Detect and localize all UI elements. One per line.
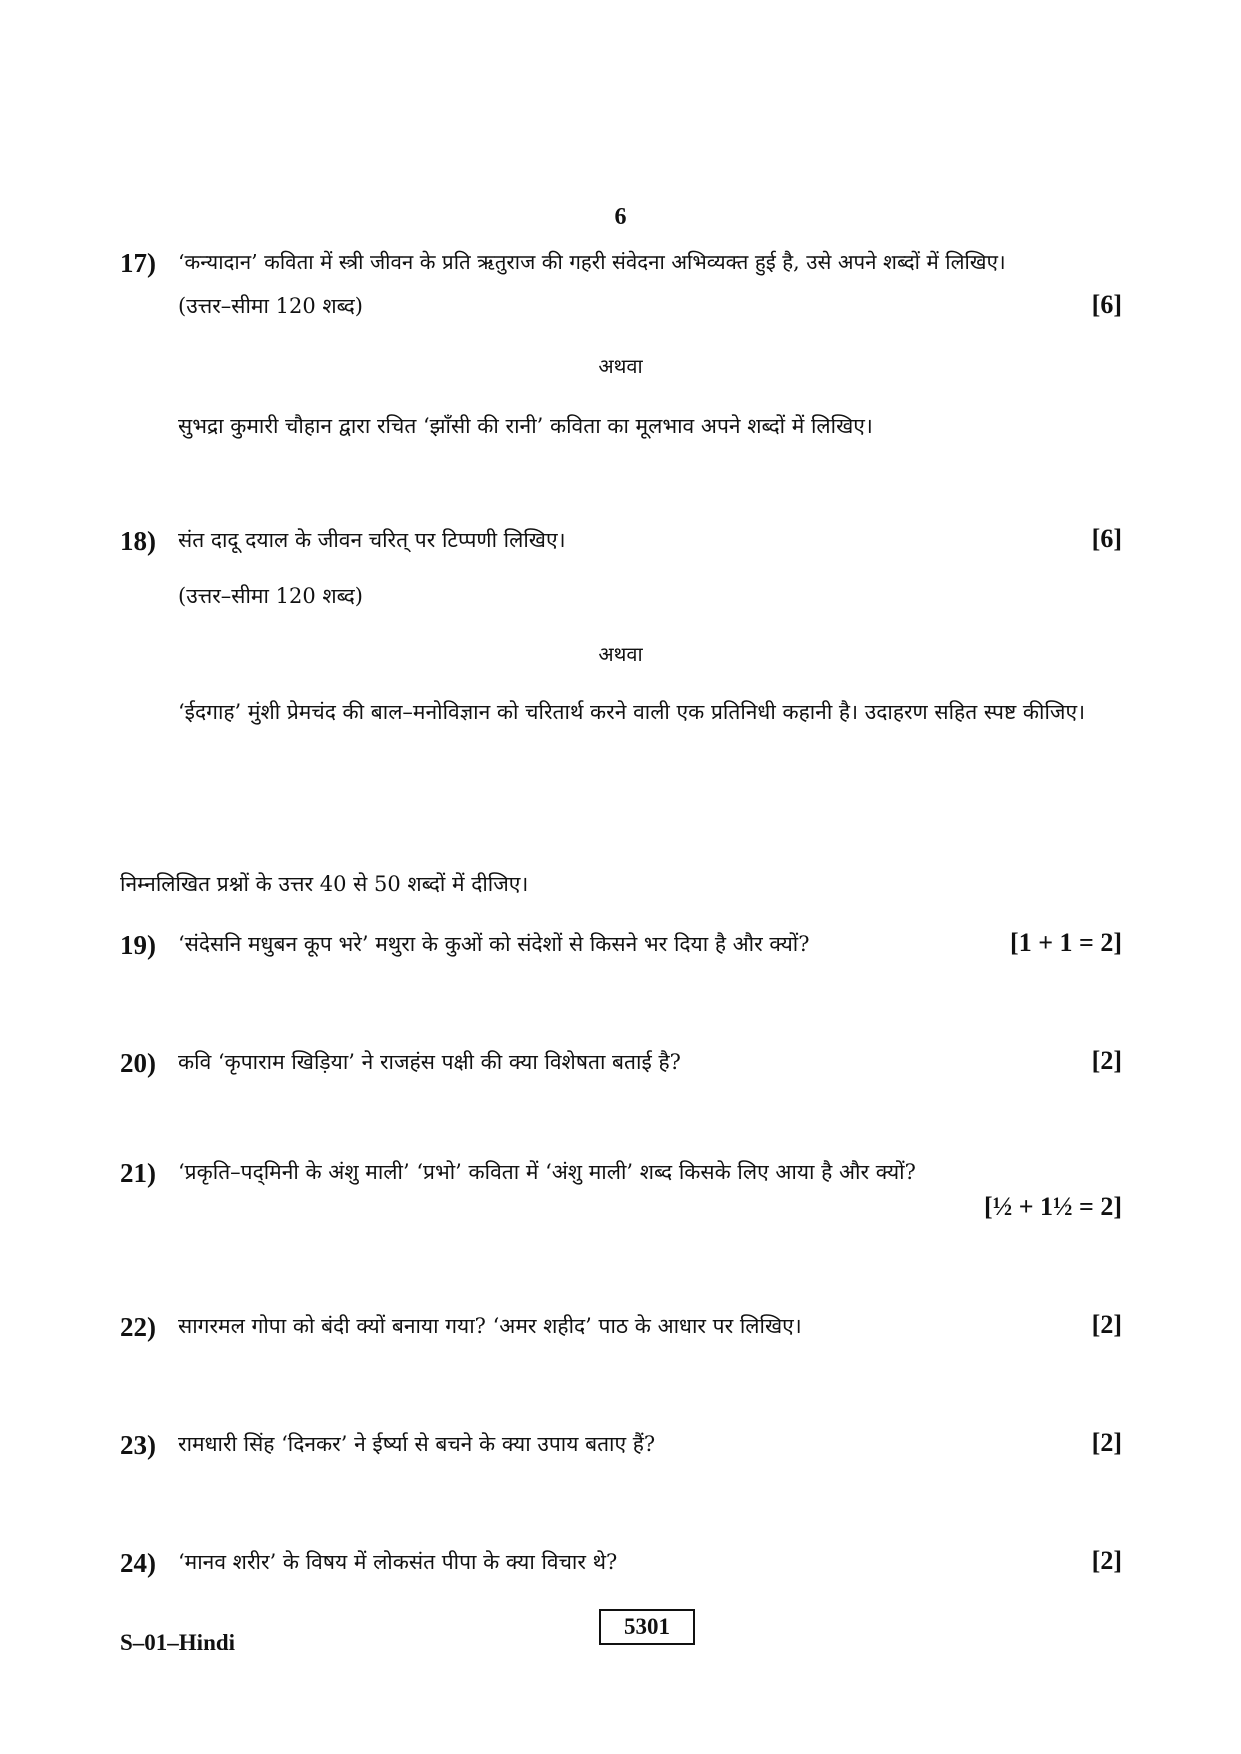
question-23-marks: [2] [1091,1428,1122,1457]
question-18-word-limit: (उत्तर–सीमा 120 शब्द) [178,584,363,608]
question-19-text: ‘संदेसनि मधुबन कूप भरे’ मथुरा के कुओं को संदेशों से किसने भर दिया है और क्यों? [178,932,810,956]
question-24-text: ‘मानव शरीर’ के विषय में लोकसंत पीपा के क्या विचार थे? [178,1550,618,1574]
question-23-number: 23) [120,1430,156,1460]
question-17-or: अथवा [598,354,643,378]
subject-code: S–01–Hindi [120,1630,236,1655]
question-17-number: 17) [120,248,156,278]
question-21-text: ‘प्रकृति–पद्‌मिनी के अंशु माली’ ‘प्रभो’ कविता में ‘अंशु माली’ शब्द किसके लिए आया है और क्यों? [178,1160,916,1184]
question-18-text: संत दादू दयाल के जीवन चरित् पर टिप्पणी लिखिए। [178,528,566,552]
page-number: 6 [614,204,627,230]
question-18-number: 18) [120,526,156,556]
question-22-number: 22) [120,1312,156,1342]
question-21-marks: [½ + 1½ = 2] [984,1192,1122,1221]
question-18-marks: [6] [1091,524,1122,553]
question-22-text: सागरमल गोपा को बंदी क्यों बनाया गया? ‘अमर शहीद’ पाठ के आधार पर लिखिए। [178,1314,802,1338]
question-18-or: अथवा [598,642,643,666]
question-23-text: रामधारी सिंह ‘दिनकर’ ने ईर्ष्या से बचने के क्या उपाय बताए हैं? [178,1432,656,1456]
question-20-number: 20) [120,1048,156,1078]
question-18-alternative: ‘ईदगाह’ मुंशी प्रेमचंद की बाल–मनोविज्ञान को चरितार्थ करने वाली एक प्रतिनिधी कहानी है। उदाहरण सहित स्पष्ट कीजिए। [178,700,1086,724]
question-24-number: 24) [120,1548,156,1578]
question-24-marks: [2] [1091,1546,1122,1575]
paper-code-box: 5301 [599,1609,695,1645]
question-19-number: 19) [120,930,156,960]
question-17-word-limit: (उत्तर–सीमा 120 शब्द) [178,294,363,318]
question-20-text: कवि ‘कृपाराम खिड़िया’ ने राजहंस पक्षी की क्या विशेषता बताई है? [178,1050,681,1074]
question-17-alternative: सुभद्रा कुमारी चौहान द्वारा रचित ‘झाँसी की रानी’ कविता का मूलभाव अपने शब्दों में लिखिए। [178,414,873,438]
question-21-number: 21) [120,1158,156,1188]
question-20-marks: [2] [1091,1046,1122,1075]
question-22-marks: [2] [1091,1310,1122,1339]
question-17-marks: [6] [1091,290,1122,319]
question-17-text: ‘कन्यादान’ कविता में स्त्री जीवन के प्रति ऋतुराज की गहरी संवेदना अभिव्यक्त हुई है, उसे अपने शब्दों में लिखिए। [178,250,1006,274]
question-19-marks: [1 + 1 = 2] [1010,928,1122,957]
section-instruction: निम्नलिखित प्रश्नों के उत्तर 40 से 50 शब्दों में दीजिए। [120,872,529,896]
